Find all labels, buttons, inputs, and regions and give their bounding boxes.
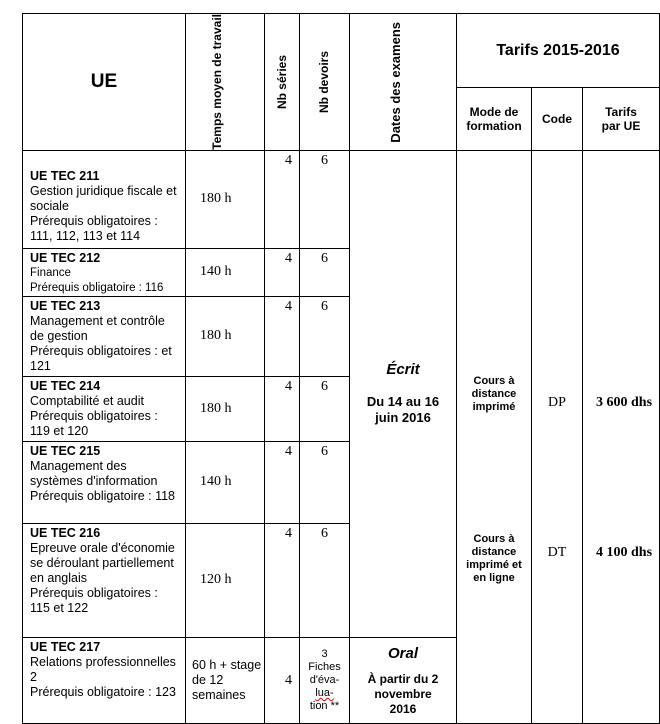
header-tarifs-par-ue: Tarifs par UE bbox=[583, 88, 660, 150]
formation-mode-col bbox=[457, 150, 532, 723]
ue-name: Comptabilité et audit bbox=[30, 393, 144, 408]
ue-prereq: Prérequis obligatoires : et 121 bbox=[30, 343, 172, 373]
formation-code-dp: DP bbox=[548, 394, 566, 410]
exam-ecrit bbox=[350, 150, 457, 637]
ue-devoirs-text: Fiches d'éva- bbox=[308, 660, 341, 686]
ue-devoirs: 6 bbox=[300, 523, 350, 637]
ue-prereq: Prérequis obligatoire : 118 bbox=[30, 488, 175, 503]
ue-name: Gestion juridique fiscale et sociale bbox=[30, 183, 177, 213]
header-nb-series: Nb séries bbox=[274, 54, 289, 109]
ue-series: 4 bbox=[265, 150, 300, 248]
ue-devoirs bbox=[300, 637, 350, 723]
formation-price-dt: 4 100 dhs bbox=[596, 544, 653, 560]
formation-price-col bbox=[583, 150, 660, 723]
ue-hours: 140 h bbox=[186, 248, 265, 296]
ue-code: UE TEC 217 bbox=[30, 639, 101, 654]
ue-devoirs: 6 bbox=[300, 248, 350, 296]
ue-devoirs: 6 bbox=[300, 150, 350, 248]
ue-series: 4 bbox=[265, 523, 300, 637]
ue-devoirs-num: 3 bbox=[321, 647, 328, 660]
ue-name: Finance bbox=[30, 266, 71, 279]
ue-devoirs: 6 bbox=[300, 441, 350, 523]
ue-table bbox=[22, 13, 660, 724]
header-code: Code bbox=[532, 88, 583, 150]
exam-ecrit-mode: Écrit bbox=[386, 361, 420, 379]
ue-series: 4 bbox=[265, 441, 300, 523]
ue-devoirs: 6 bbox=[300, 296, 350, 376]
ue-series: 4 bbox=[265, 248, 300, 296]
header-tarifs: Tarifs 2015-2016 bbox=[457, 14, 660, 88]
ue-hours: 120 h bbox=[186, 523, 265, 637]
ue-prereq: Prérequis obligatoires : 111, 112, 113 et 114 bbox=[30, 213, 158, 243]
ue-name: Management des systèmes d'information bbox=[30, 458, 158, 488]
ue-code: UE TEC 213 bbox=[30, 298, 101, 313]
ue-hours: 180 h bbox=[186, 376, 265, 441]
formation-mode-dp: Cours à distance imprimé bbox=[471, 374, 517, 413]
ue-prereq: Prérequis obligatoires : 115 et 122 bbox=[30, 585, 158, 615]
formation-mode-dt: Cours à distance imprimé et en ligne bbox=[466, 532, 522, 584]
ue-hours: 180 h bbox=[186, 296, 265, 376]
header-ue: UE bbox=[23, 14, 186, 151]
ue-series: 4 bbox=[265, 296, 300, 376]
ue-name: Relations professionnelles 2 bbox=[30, 654, 176, 684]
ue-code: UE TEC 215 bbox=[30, 443, 101, 458]
ue-devoirs: 6 bbox=[300, 376, 350, 441]
header-mode-formation: Mode de formation bbox=[457, 88, 532, 150]
ue-hours: 180 h bbox=[186, 150, 265, 248]
ue-hours: 60 h + stage de 12 semaines bbox=[186, 637, 265, 723]
exam-oral-mode: Oral bbox=[387, 645, 418, 663]
ue-code: UE TEC 214 bbox=[30, 378, 101, 393]
exam-oral bbox=[350, 637, 457, 723]
formation-price-dp: 3 600 dhs bbox=[596, 394, 653, 410]
ue-devoirs-text3: tion ** bbox=[309, 699, 340, 712]
ue-name: Epreuve orale d'économie se déroulant partiellement en anglais bbox=[30, 540, 175, 585]
ue-code: UE TEC 216 bbox=[30, 525, 101, 540]
exam-ecrit-date: Du 14 au 16 juin 2016 bbox=[366, 394, 440, 426]
header-temps: Temps moyen de travail bbox=[210, 14, 224, 150]
ue-code: UE TEC 212 bbox=[30, 250, 101, 265]
exam-oral-date: À partir du 2 novembre 2016 bbox=[367, 672, 439, 717]
formation-code-col bbox=[532, 150, 583, 723]
header-dates-examens: Dates des examens bbox=[388, 21, 403, 143]
ue-series: 4 bbox=[265, 376, 300, 441]
ue-code: UE TEC 211 bbox=[30, 168, 100, 183]
ue-devoirs-text2: lua- bbox=[315, 686, 334, 699]
ue-prereq: Prérequis obligatoire : 116 bbox=[30, 281, 164, 294]
ue-hours: 140 h bbox=[186, 441, 265, 523]
header-nb-devoirs: Nb devoirs bbox=[317, 50, 331, 113]
ue-prereq: Prérequis obligatoire : 123 bbox=[30, 684, 176, 699]
formation-code-dt: DT bbox=[547, 544, 567, 560]
table-row bbox=[23, 150, 660, 248]
ue-name: Management et contrôle de gestion bbox=[30, 313, 165, 343]
ue-series: 4 bbox=[265, 637, 300, 723]
ue-prereq: Prérequis obligatoires : 119 et 120 bbox=[30, 408, 158, 438]
